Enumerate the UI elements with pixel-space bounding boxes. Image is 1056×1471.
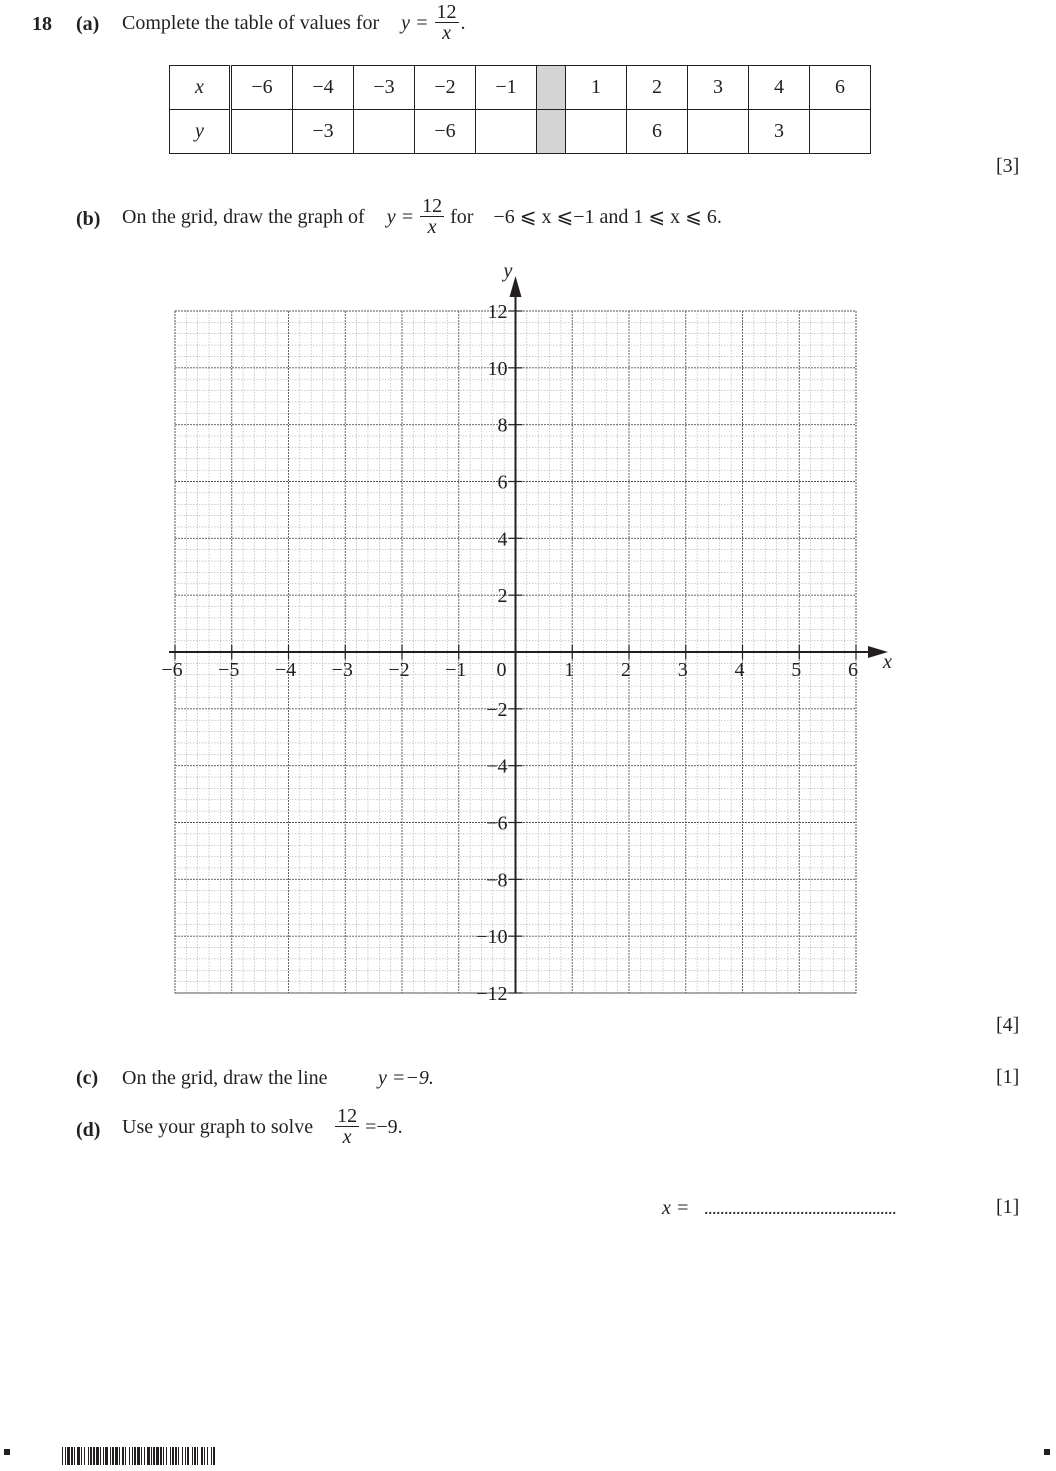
table-cell: 3 xyxy=(688,66,749,110)
part-c-text: On the grid, draw the line xyxy=(122,1067,328,1089)
table-shaded-cell xyxy=(537,66,566,110)
part-b-text: On the grid, draw the graph of xyxy=(122,205,365,228)
x-tick-label: −3 xyxy=(331,659,353,681)
y-tick-label: 6 xyxy=(497,471,508,494)
fraction-denominator: x xyxy=(420,216,444,237)
part-b-label: (b) xyxy=(76,208,101,230)
table-cell: −2 xyxy=(415,66,476,110)
part-b-fraction xyxy=(420,196,444,237)
part-d-fraction xyxy=(335,1106,359,1147)
table-header-y: y xyxy=(170,110,231,154)
part-a-label: (a) xyxy=(76,13,100,35)
table-answer-cell[interactable] xyxy=(810,110,871,154)
y-axis-label: y xyxy=(503,260,513,282)
fraction-numerator: 12 xyxy=(337,1105,358,1127)
table-answer-cell[interactable]: −6 xyxy=(415,110,476,154)
part-d-eq-rhs: =−9. xyxy=(365,1115,403,1138)
table-cell: 6 xyxy=(810,66,871,110)
table-answer-cell[interactable] xyxy=(231,110,293,154)
table-cell: −1 xyxy=(476,66,537,110)
barcode-bar xyxy=(215,1447,216,1465)
table-cell: −6 xyxy=(231,66,293,110)
table-cell: 1 xyxy=(566,66,627,110)
fraction-denominator: x xyxy=(335,1126,359,1147)
fraction-numerator: 12 xyxy=(436,1,457,23)
part-a-eq-lhs: y = xyxy=(401,11,429,34)
part-b-eq-lhs: y = xyxy=(386,205,415,228)
part-a-fraction xyxy=(435,2,459,43)
fraction-numerator: 12 xyxy=(422,195,443,217)
answer-line[interactable]: ................................................ xyxy=(704,1198,896,1218)
table-cell: 4 xyxy=(749,66,810,110)
table-cell: 2 xyxy=(627,66,688,110)
y-tick-label: −4 xyxy=(486,755,508,778)
x-tick-label: 5 xyxy=(791,659,802,681)
part-c-marks: [1] xyxy=(996,1066,1020,1088)
question-number: 18 xyxy=(32,13,52,35)
x-tick-label: 0 xyxy=(496,659,507,681)
part-d-prompt xyxy=(122,1106,403,1147)
table-cell: −4 xyxy=(293,66,354,110)
x-tick-label: 1 xyxy=(564,659,575,681)
y-tick-label: −6 xyxy=(486,812,508,835)
x-tick-label: −1 xyxy=(445,659,467,681)
table-cell: −3 xyxy=(354,66,415,110)
table-answer-cell[interactable] xyxy=(354,110,415,154)
y-tick-label: 12 xyxy=(487,301,508,323)
part-c-equation: y =−9. xyxy=(378,1067,434,1089)
answer-prefix: x = xyxy=(662,1197,690,1219)
table-answer-cell[interactable]: 3 xyxy=(749,110,810,154)
part-b-range-prefix: for xyxy=(450,205,474,228)
table-answer-cell[interactable] xyxy=(476,110,537,154)
fraction-denominator: x xyxy=(435,22,459,43)
table-answer-cell[interactable] xyxy=(688,110,749,154)
table-row-y xyxy=(170,110,871,154)
x-tick-label: 4 xyxy=(734,659,745,681)
part-a-eq-end: . xyxy=(460,11,466,34)
x-tick-label: −5 xyxy=(218,659,240,681)
registration-mark-left xyxy=(4,1449,10,1455)
y-tick-label: −10 xyxy=(476,926,508,949)
table-shaded-cell xyxy=(537,110,566,154)
x-tick-label: 3 xyxy=(677,659,688,681)
y-tick-label: −2 xyxy=(486,698,508,721)
table-answer-cell[interactable]: 6 xyxy=(627,110,688,154)
part-c-label: (c) xyxy=(76,1067,99,1089)
x-tick-label: 6 xyxy=(848,659,858,681)
part-b-prompt xyxy=(122,196,722,237)
part-d-text: Use your graph to solve xyxy=(122,1115,314,1138)
table-answer-cell[interactable] xyxy=(566,110,627,154)
x-tick-label: −2 xyxy=(388,659,410,681)
table-answer-cell[interactable]: −3 xyxy=(293,110,354,154)
barcode-icon xyxy=(62,1447,216,1465)
part-b-marks: [4] xyxy=(996,1014,1020,1036)
x-tick-label: −6 xyxy=(161,659,183,681)
graph-grid[interactable] xyxy=(0,250,1056,1020)
y-tick-label: 8 xyxy=(497,414,508,437)
y-tick-label: −12 xyxy=(476,983,508,1005)
part-a-marks: [3] xyxy=(996,155,1020,177)
part-d-label: (d) xyxy=(76,1119,101,1141)
table-row-x xyxy=(170,66,871,110)
y-tick-label: −8 xyxy=(486,869,508,892)
x-axis-label: x xyxy=(883,651,892,673)
part-d-marks: [1] xyxy=(996,1196,1020,1218)
y-tick-label: 2 xyxy=(497,585,508,608)
x-tick-label: −4 xyxy=(274,659,297,681)
part-a-text: Complete the table of values for xyxy=(122,11,380,34)
y-tick-label: 4 xyxy=(497,528,508,551)
x-tick-label: 2 xyxy=(621,659,631,681)
registration-mark-right xyxy=(1044,1449,1050,1455)
table-header-x: x xyxy=(170,66,231,110)
y-tick-label: 10 xyxy=(487,357,508,380)
part-a-prompt xyxy=(122,2,466,43)
values-table xyxy=(169,65,871,154)
part-b-range: −6 ⩽ x ⩽−1 and 1 ⩽ x ⩽ 6. xyxy=(493,205,722,228)
